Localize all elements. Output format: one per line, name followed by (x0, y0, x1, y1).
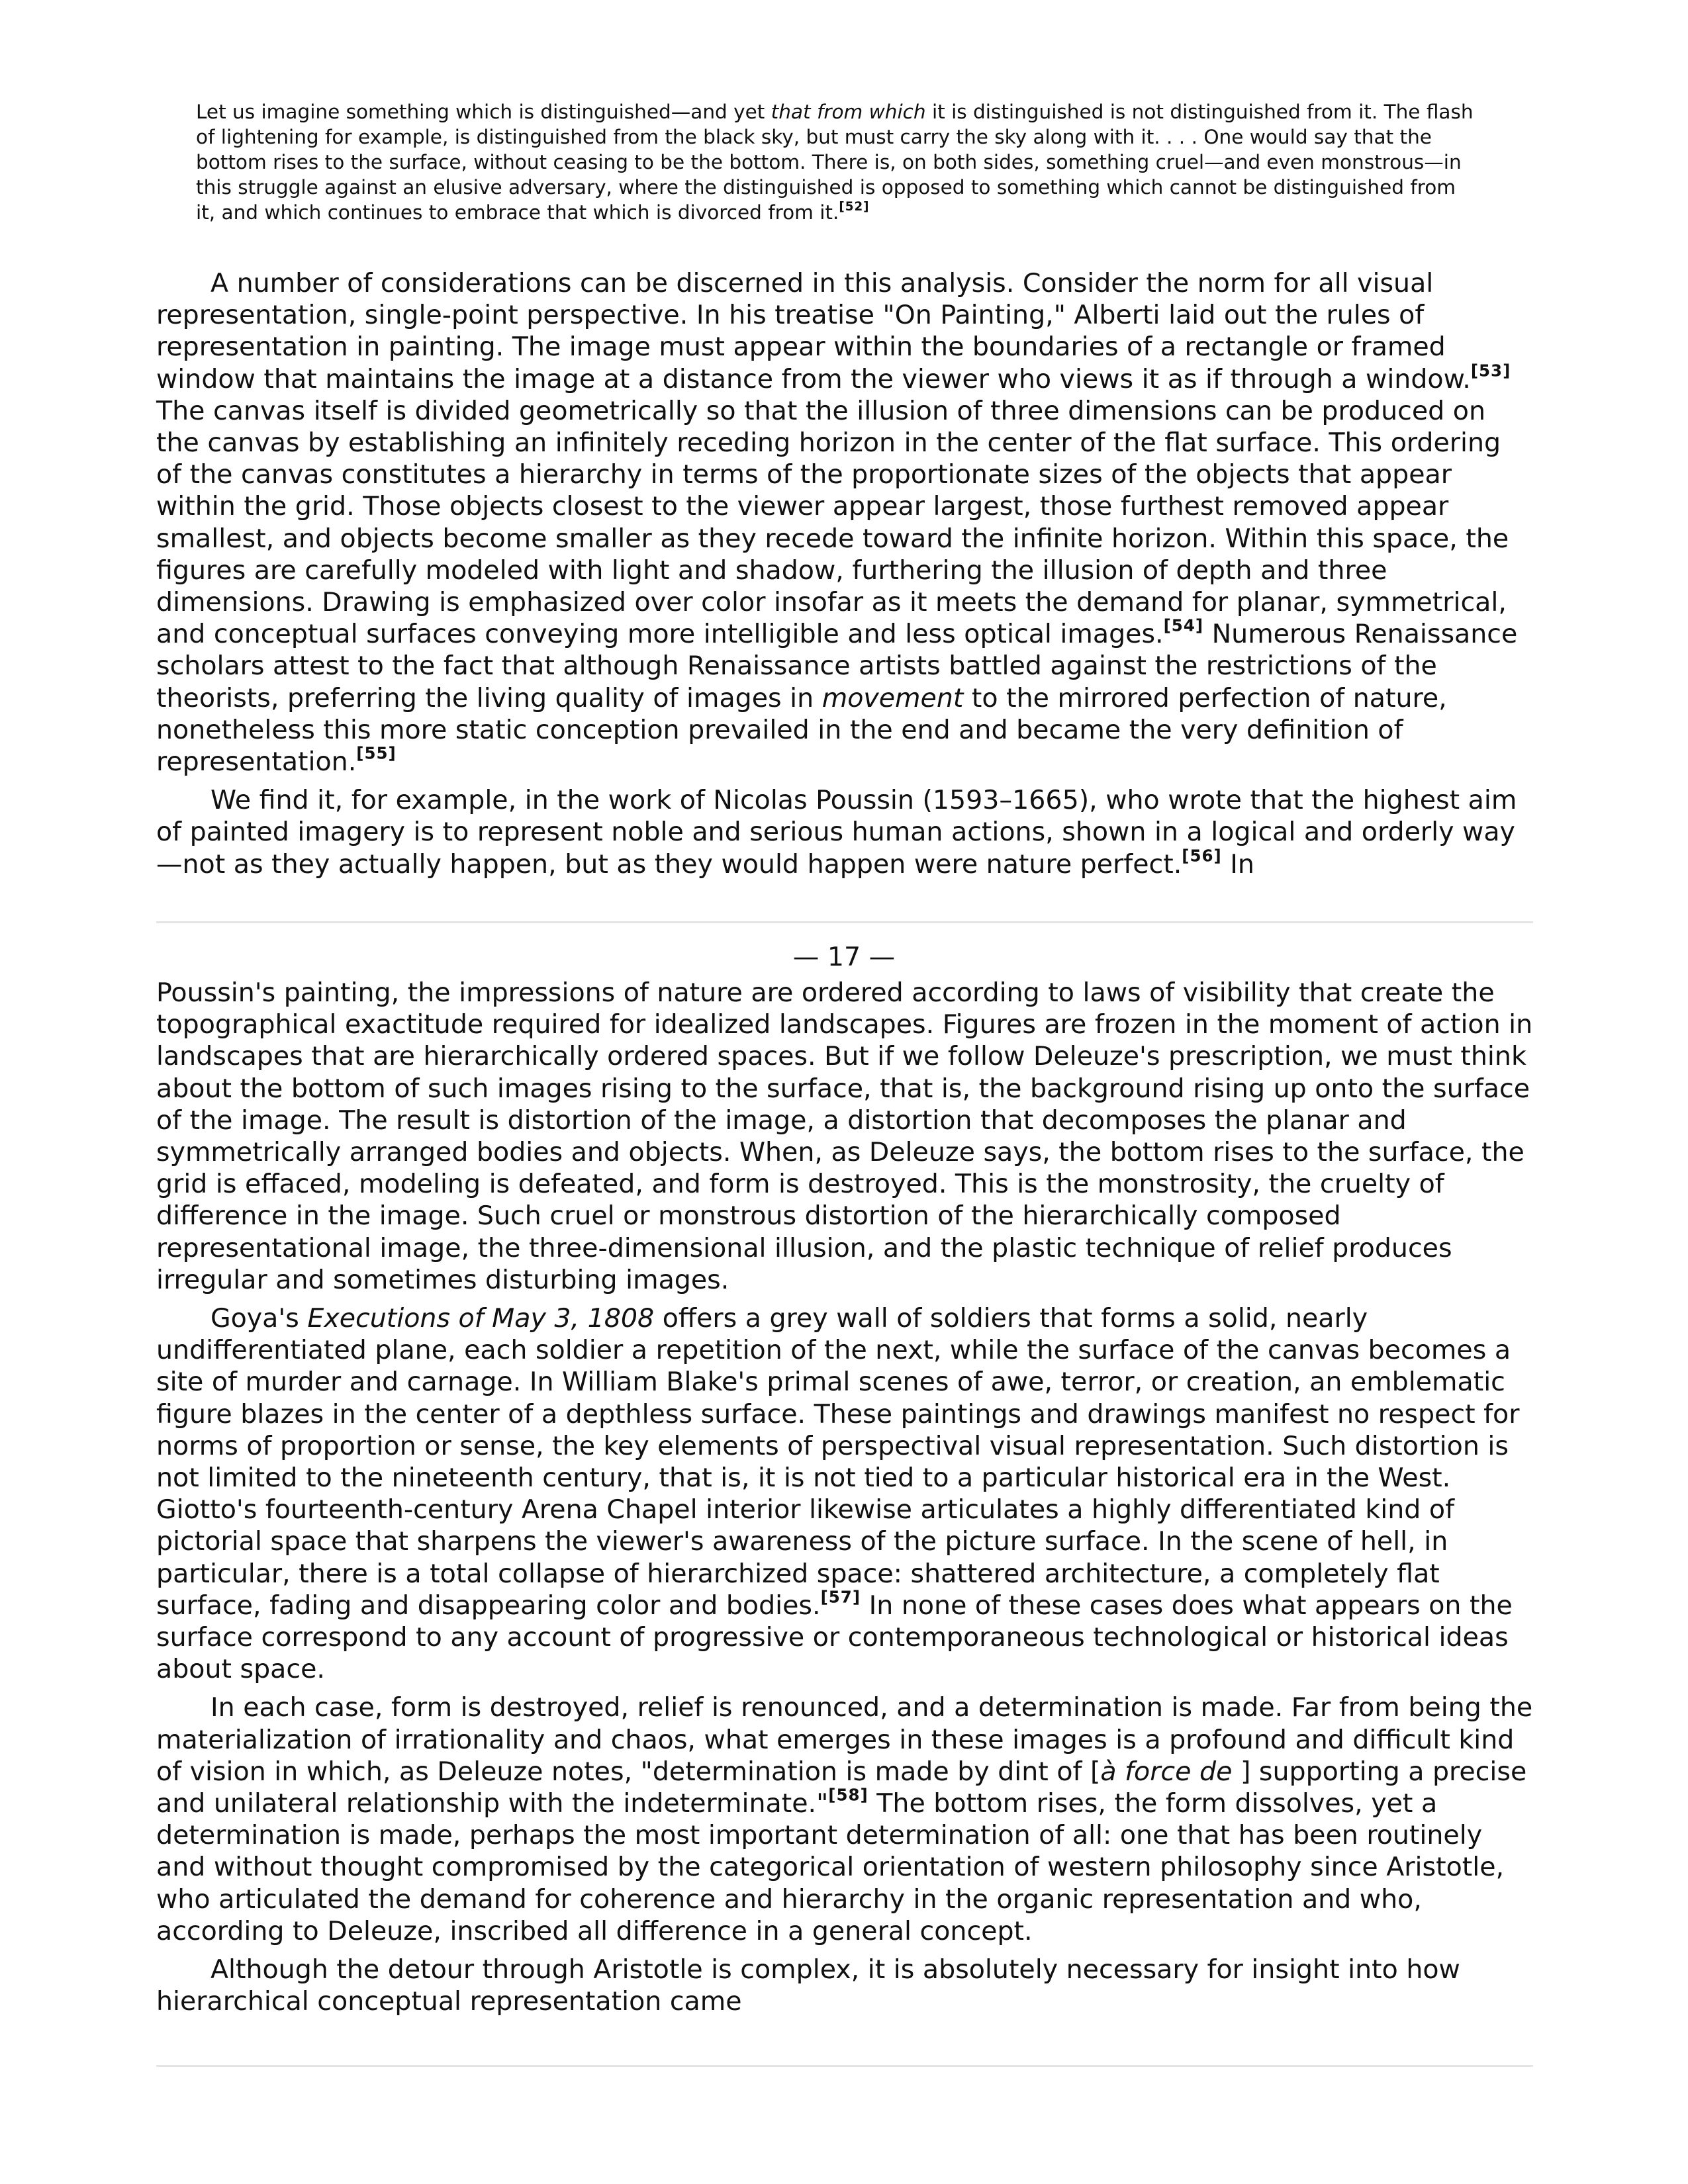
paragraph-goya: Goya's Executions of May 3, 1808 offers a grey wall of soldiers that forms a solid, nearly undifferentiated plane, each soldier a repetition of the next, while the surface of the canvas becomes a site of murder and carnage. In William Blake's primal scenes of awe, terror, or creation, an emblematic figure blazes in the center of a depthless surface. These paintings and drawings manifest no respect for norms of proportion or sense, the key elements of perspectival visual representation. Such distortion is not limited to the nineteenth century, that is, it is not tied to a particular historical era in the West. Giotto's fourteenth-century Arena Chapel interior likewise articulates a highly differentiated kind of pictorial space that sharpens the viewer's awareness of the picture surface. In the scene of hell, in particular, there is a total collapse of hierarchized space: shattered architecture, a completely flat surface, fading and disappearing color and bodies.[57] In none of these cases does what appears on the surface correspond to any account of progressive or contemporaneous technological or historical ideas about space. (156, 1303, 1520, 1685)
emphasis-goya-title: Executions of May 3, 1808 (307, 1303, 655, 1334)
body-text-top (156, 267, 1533, 887)
footnote-ref-58[interactable]: [58] (828, 1785, 868, 1805)
emphasis-a-force-de: à force de (1100, 1756, 1233, 1787)
paragraph-determination: In each case, form is destroyed, relief is renounced, and a determination is made. Far from being the materialization of irrationality and chaos, what emerges in these images is a profound and difficult kind of vision in which, as Deleuze notes, "determination is made by dint of [à force de ] supporting a precise and unilateral relationship with the indeterminate."[58] The bottom rises, the form dissolves, yet a determination is made, perhaps the most important determination of all: one that has been routinely and without thought compromised by the categorical orientation of western philosophy since Aristotle, who articulated the demand for coherence and hierarchy in the organic representation and who, according to Deleuze, inscribed all difference in a general concept. (156, 1692, 1533, 1946)
footnote-ref-56[interactable]: [56] (1182, 846, 1222, 866)
page-divider-bottom (156, 2065, 1533, 2067)
paragraph-continuation: Poussin's painting, the impressions of nature are ordered according to laws of visibility that create the topographical exactitude required for idealized landscapes. Figures are frozen in the moment of action in landscapes that are hierarchically ordered spaces. But if we follow Deleuze's prescription, we must think about the bottom of such images rising to the surface, that is, the background rising up onto the surface of the image. The result is distortion of the image, a distortion that decomposes the planar and symmetrically arranged bodies and objects. When, as Deleuze says, the bottom rises to the surface, the grid is effaced, modeling is defeated, and form is destroyed. This is the monstrosity, the cruelty of difference in the image. Such cruel or monstrous distortion of the hierarchically composed representational image, the three-dimensional illusion, and the plastic technique of relief produces irregular and sometimes disturbing images. (156, 978, 1533, 1295)
paragraph-aristotle: Although the detour through Aristotle is complex, it is absolutely necessary for insight into how hierarchical conceptual representation came (156, 1954, 1460, 2017)
emphasis-movement: movement (821, 682, 964, 713)
page-divider (156, 921, 1533, 923)
footnote-ref-53[interactable]: [53] (1470, 360, 1511, 380)
footnote-ref-57[interactable]: [57] (820, 1587, 861, 1607)
page-number: — 17 — (792, 942, 896, 972)
footnote-ref-55[interactable]: [55] (356, 743, 397, 763)
paragraph-poussin: We find it, for example, in the work of Nicolas Poussin (1593–1665), who wrote that the highest aim of painted imagery is to represent noble and serious human actions, shown in a logical and orderly way—not as they actually happen, but as they would happen were nature perfect.[56] In (156, 785, 1517, 880)
quote-emphasis: that from which (771, 101, 926, 123)
footnote-ref-54[interactable]: [54] (1163, 615, 1204, 635)
body-text-bottom (156, 977, 1533, 2025)
block-quote: Let us imagine something which is distinguished—and yet that from which it is distinguished is not distinguished from it. The flash of lightening for example, is distinguished from the black sky, but must carry the sky along with it. . . . One would say that the bottom rises to the surface, without ceasing to be the bottom. There is, on both sides, something cruel—and even monstrous—in this struggle against an elusive adversary, where the distinguished is opposed to something which cannot be distinguished from it, and which continues to embrace that which is divorced from it.[52] (196, 101, 1474, 224)
footnote-ref-52[interactable]: [52] (839, 199, 870, 214)
paragraph-perspective: A number of considerations can be discerned in this analysis. Consider the norm for all visual representation, single-point perspective. In his treatise "On Painting," Alberti laid out the rules of representation in painting. The image must appear within the boundaries of a rectangle or framed window that maintains the image at a distance from the viewer who views it as if through a window.[53] The canvas itself is divided geometrically so that the illusion of three dimensions can be produced on the canvas by establishing an infinitely receding horizon in the center of the flat surface. This ordering of the canvas constitutes a hierarchy in terms of the proportionate sizes of the objects that appear within the grid. Those objects closest to the viewer appear largest, those furthest removed appear smallest, and objects become smaller as they recede toward the infinite horizon. Within this space, the figures are carefully modeled with light and shadow, furthering the illusion of depth and three dimensions. Drawing is emphasized over color insofar as it meets the demand for planar, symmetrical, and conceptual surfaces conveying more intelligible and less optical images.[54] Numerous Renaissance scholars attest to the fact that although Renaissance artists battled against the restrictions of the theorists, preferring the living quality of images in movement to the mirrored perfection of nature, nonetheless this more static conception prevailed in the end and became the very definition of representation.[55] (156, 268, 1518, 778)
